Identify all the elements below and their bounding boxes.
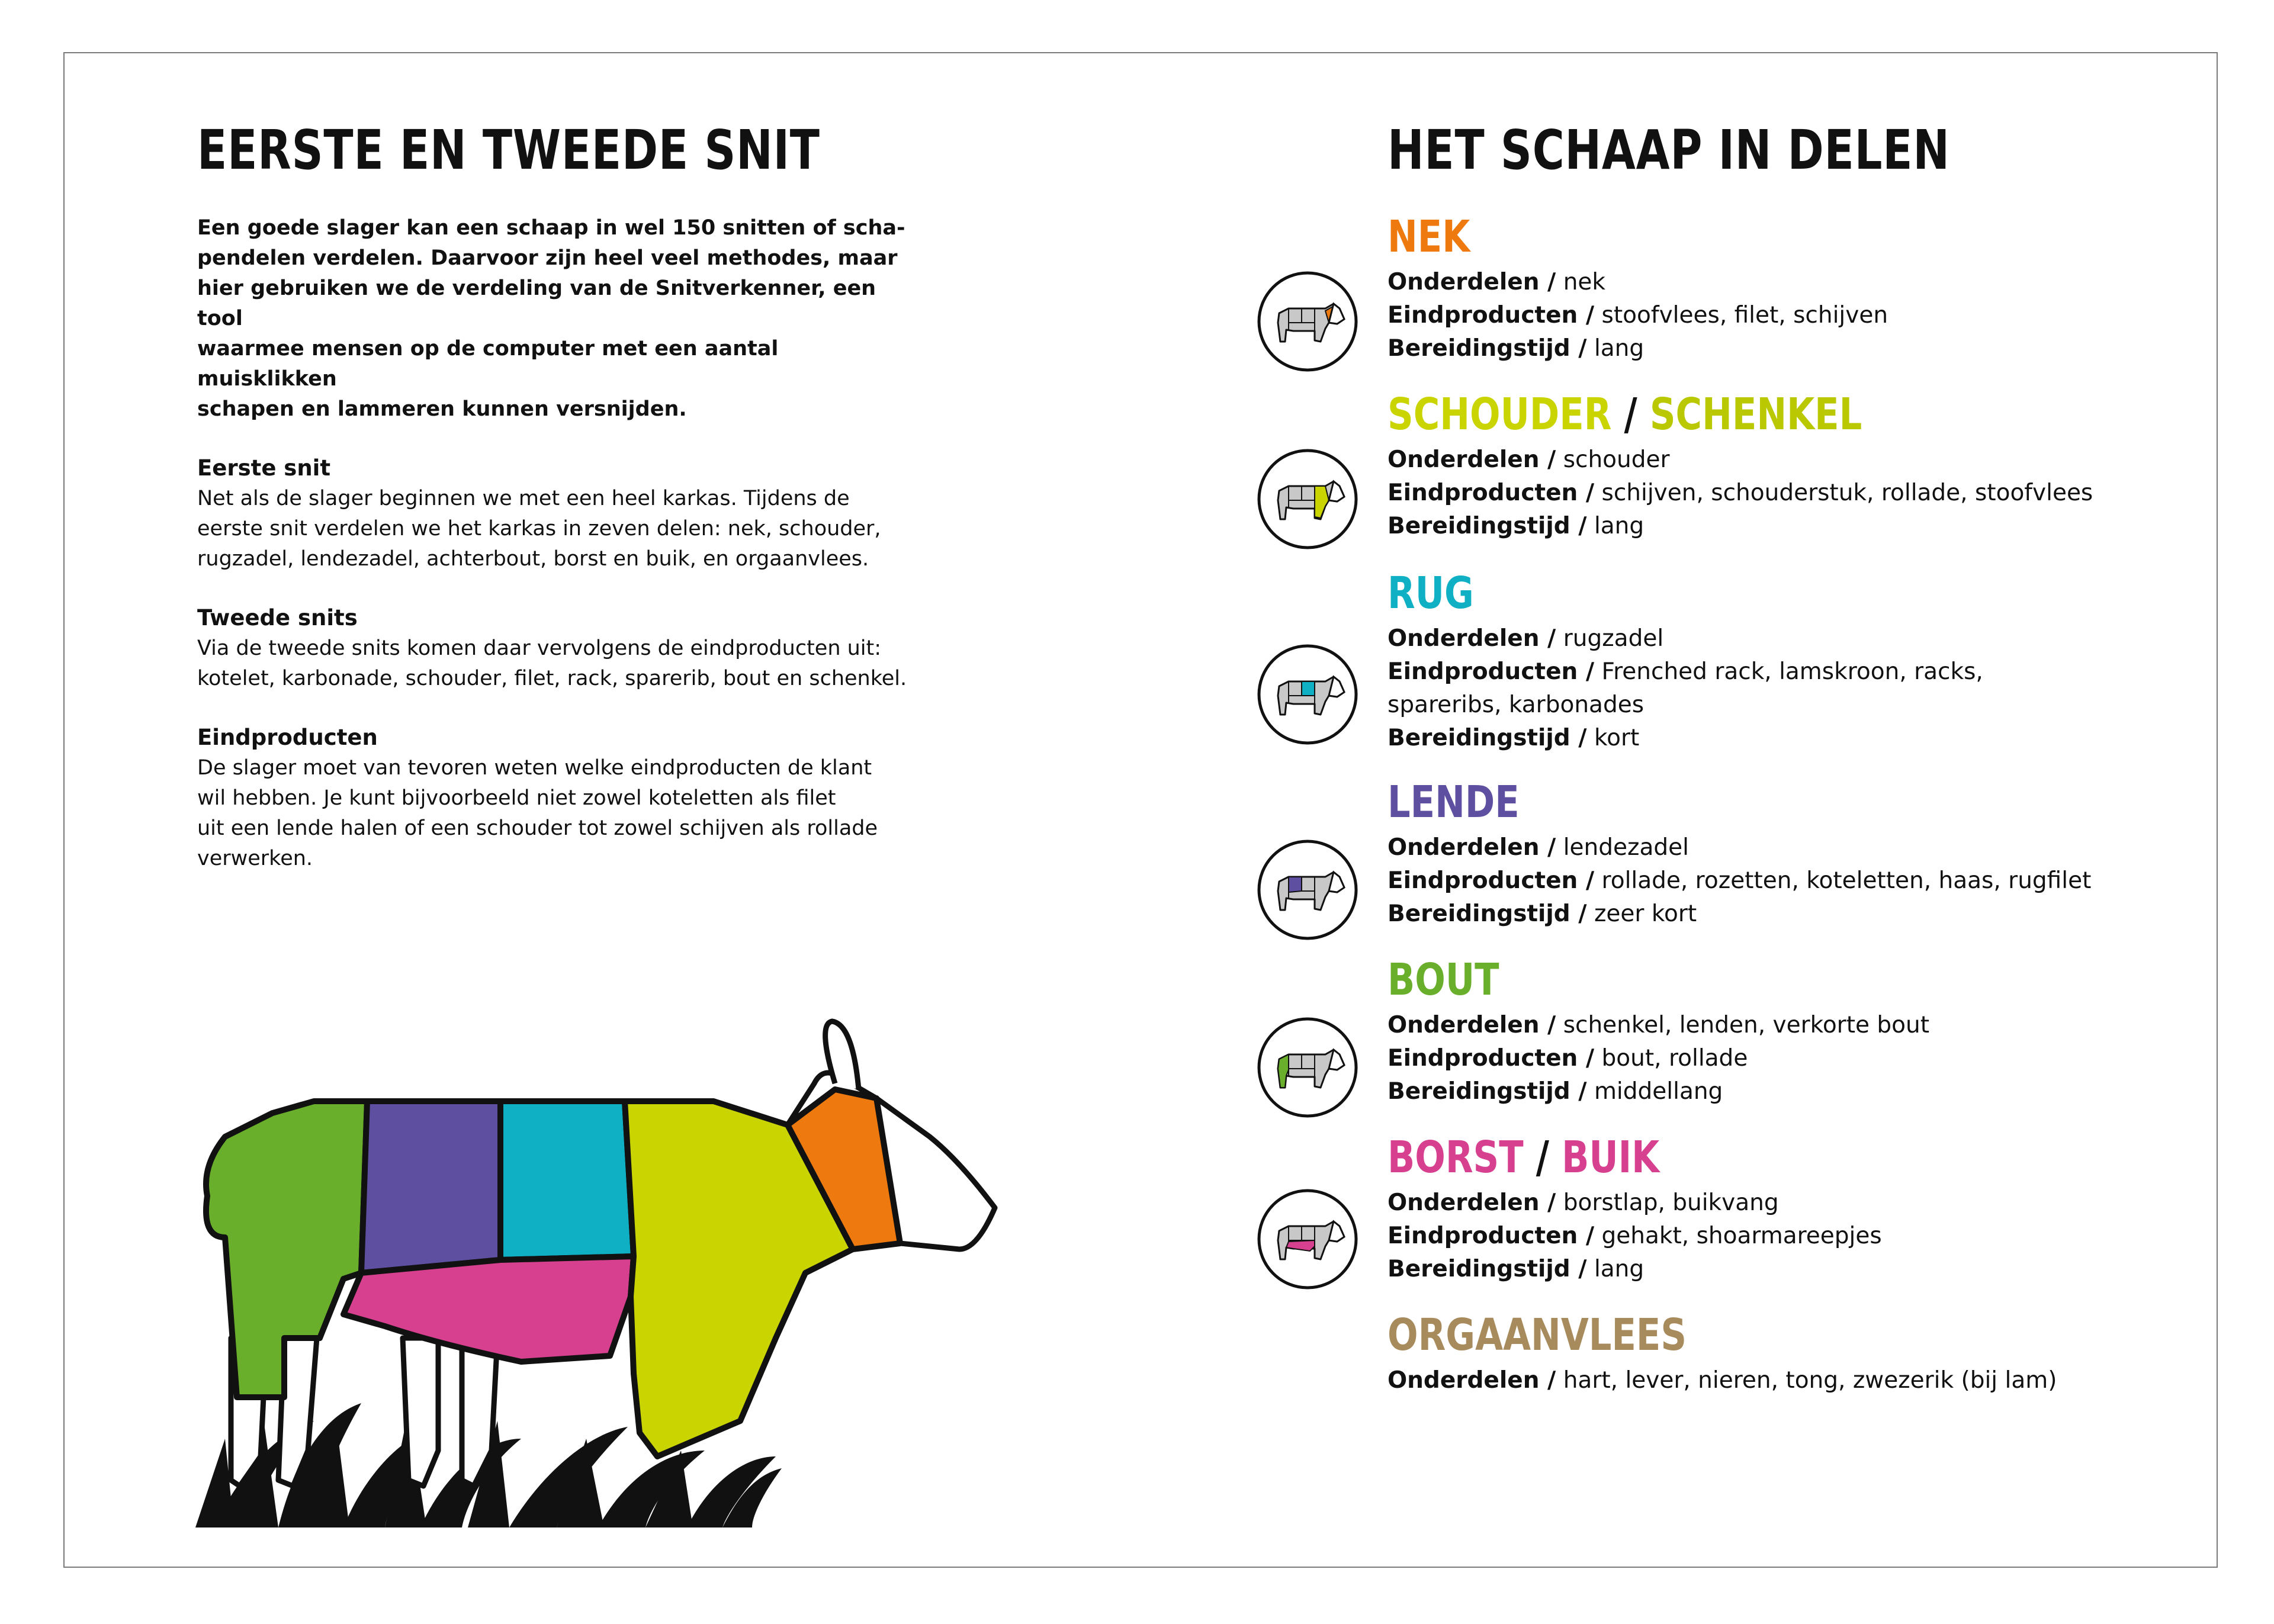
row-onderdelen bbox=[1387, 1009, 2217, 1042]
paragraph-line: Net als de slager beginnen we met een heel karkas. Tijdens de bbox=[197, 487, 850, 510]
section-title-text: RUG bbox=[1387, 568, 1474, 619]
section-title-text: SCHOUDER bbox=[1387, 389, 1612, 440]
row-bereidingstijd bbox=[1387, 1075, 2217, 1108]
paragraph-eerste-snit bbox=[197, 484, 920, 574]
label-eindproducten: Eindproducten / bbox=[1387, 1045, 1595, 1072]
intro-line: schapen en lammeren kunnen versnijden. bbox=[197, 397, 687, 421]
row-eindproducten bbox=[1387, 1220, 2217, 1253]
section-title bbox=[1387, 1131, 2067, 1184]
row-eindproducten bbox=[1387, 1042, 2217, 1075]
subheading-eindproducten: Eindproducten bbox=[197, 725, 378, 750]
left-text-column bbox=[197, 213, 920, 902]
row-onderdelen bbox=[1387, 622, 2217, 655]
cut-borst-buik bbox=[343, 1256, 634, 1362]
value-onderdelen: borstlap, buikvang bbox=[1563, 1189, 1779, 1216]
section-title bbox=[1387, 776, 2067, 829]
value-onderdelen: hart, lever, nieren, tong, zwezerik (bij lam) bbox=[1563, 1367, 2057, 1394]
left-page-title: EERSTE EN TWEEDE SNIT bbox=[197, 118, 820, 182]
label-bereidingstijd: Bereidingstijd / bbox=[1387, 513, 1587, 539]
label-onderdelen: Onderdelen / bbox=[1387, 446, 1556, 473]
sheep-cuts-illustration bbox=[190, 888, 1019, 1539]
intro-line: waarmee mensen op de computer met een aantal muisklikken bbox=[197, 337, 779, 391]
paragraph-eindproducten bbox=[197, 753, 920, 874]
subheading-tweede-snits: Tweede snits bbox=[197, 605, 358, 631]
label-onderdelen: Onderdelen / bbox=[1387, 1012, 1556, 1038]
section-title bbox=[1387, 567, 2067, 620]
row-bereidingstijd bbox=[1387, 722, 2217, 755]
section-schouder-schenkel bbox=[1387, 388, 2217, 543]
value-eindproducten: stoofvlees, filet, schijven bbox=[1601, 302, 1888, 329]
row-onderdelen bbox=[1387, 831, 2217, 864]
paragraph-line: kotelet, karbonade, schouder, filet, rack, sparerib, bout en schenkel. bbox=[197, 667, 907, 690]
cut-rug bbox=[500, 1101, 634, 1260]
value-onderdelen: lendezadel bbox=[1563, 834, 1689, 861]
section-title-text: BORST bbox=[1387, 1132, 1524, 1183]
value-eindproducten: schijven, schouderstuk, rollade, stoofvlees bbox=[1601, 480, 2093, 506]
value-onderdelen: nek bbox=[1563, 269, 1605, 295]
row-onderdelen bbox=[1387, 443, 2217, 477]
label-eindproducten: Eindproducten / bbox=[1387, 480, 1595, 506]
sheep-loin-icon bbox=[1255, 838, 1360, 942]
label-eindproducten: Eindproducten / bbox=[1387, 1223, 1595, 1249]
section-title-text: ORGAANVLEES bbox=[1387, 1310, 1687, 1361]
paragraph-line: verwerken. bbox=[197, 847, 313, 870]
intro-line: Een goede slager kan een schaap in wel 150 snitten of scha- bbox=[197, 216, 905, 240]
value-eindproducten-continued: spareribs, karbonades bbox=[1387, 692, 1645, 718]
sheep-belly-icon-graphic bbox=[1255, 1187, 1360, 1291]
paragraph-line: Via de tweede snits komen daar vervolgens de eindproducten uit: bbox=[197, 636, 882, 660]
sheep-neck-icon-graphic bbox=[1255, 269, 1360, 374]
label-eindproducten: Eindproducten / bbox=[1387, 302, 1595, 329]
value-onderdelen: rugzadel bbox=[1563, 625, 1664, 652]
section-orgaanvlees bbox=[1387, 1308, 2217, 1397]
sheep-loin-icon-graphic bbox=[1255, 838, 1360, 942]
paragraph-line: rugzadel, lendezadel, achterbout, borst en buik, en orgaanvlees. bbox=[197, 547, 869, 571]
intro-line: pendelen verdelen. Daarvoor zijn heel veel methodes, maar bbox=[197, 246, 898, 270]
value-eindproducten: Frenched rack, lamskroon, racks, bbox=[1601, 658, 1983, 685]
paragraph-line: uit een lende halen of een schouder tot zowel schijven als rollade bbox=[197, 816, 878, 840]
row-onderdelen bbox=[1387, 266, 2217, 299]
value-bereidingstijd: kort bbox=[1594, 725, 1640, 751]
sheep-leg-icon bbox=[1255, 1015, 1360, 1120]
row-eindproducten bbox=[1387, 655, 2217, 722]
sheep-back-icon-graphic bbox=[1255, 642, 1360, 747]
sheep-back-icon bbox=[1255, 642, 1360, 747]
value-eindproducten: rollade, rozetten, koteletten, haas, rugfilet bbox=[1601, 867, 2092, 894]
section-title-text-2: SCHENKEL bbox=[1649, 389, 1862, 440]
subheading-eerste-snit: Eerste snit bbox=[197, 455, 331, 481]
label-onderdelen: Onderdelen / bbox=[1387, 834, 1556, 861]
section-title bbox=[1387, 388, 2067, 441]
row-bereidingstijd bbox=[1387, 332, 2217, 365]
value-bereidingstijd: lang bbox=[1594, 513, 1645, 539]
paragraph-line: De slager moet van tevoren weten welke eindproducten de klant bbox=[197, 756, 872, 780]
section-title-text: NEK bbox=[1387, 211, 1470, 262]
section-title-text: LENDE bbox=[1387, 777, 1520, 828]
value-bereidingstijd: lang bbox=[1594, 1256, 1645, 1282]
section-borst-buik bbox=[1387, 1131, 2217, 1286]
value-eindproducten: bout, rollade bbox=[1601, 1045, 1748, 1072]
section-title bbox=[1387, 210, 2067, 263]
title-separator: / bbox=[1624, 389, 1637, 440]
section-rug bbox=[1387, 567, 2217, 755]
row-bereidingstijd bbox=[1387, 510, 2217, 543]
sheep-leg-icon-graphic bbox=[1255, 1015, 1360, 1120]
section-title-text: BOUT bbox=[1387, 954, 1499, 1005]
label-bereidingstijd: Bereidingstijd / bbox=[1387, 901, 1587, 927]
label-eindproducten: Eindproducten / bbox=[1387, 867, 1595, 894]
section-title bbox=[1387, 1308, 2067, 1362]
paragraph-tweede-snits bbox=[197, 633, 920, 694]
label-bereidingstijd: Bereidingstijd / bbox=[1387, 1256, 1587, 1282]
value-bereidingstijd: middellang bbox=[1594, 1078, 1723, 1105]
row-eindproducten bbox=[1387, 864, 2217, 898]
sheep-belly-icon bbox=[1255, 1187, 1360, 1291]
intro-paragraph bbox=[197, 213, 920, 425]
label-bereidingstijd: Bereidingstijd / bbox=[1387, 725, 1587, 751]
label-bereidingstijd: Bereidingstijd / bbox=[1387, 1078, 1587, 1105]
label-onderdelen: Onderdelen / bbox=[1387, 269, 1556, 295]
section-lende bbox=[1387, 776, 2217, 931]
sheep-neck-icon bbox=[1255, 269, 1360, 374]
cut-lende bbox=[361, 1101, 500, 1273]
row-onderdelen bbox=[1387, 1364, 2217, 1397]
section-bout bbox=[1387, 953, 2217, 1108]
section-title-text-2: BUIK bbox=[1562, 1132, 1660, 1183]
row-eindproducten bbox=[1387, 299, 2217, 332]
row-bereidingstijd bbox=[1387, 1253, 2217, 1286]
title-separator: / bbox=[1536, 1132, 1549, 1183]
label-eindproducten: Eindproducten / bbox=[1387, 658, 1595, 685]
value-onderdelen: schenkel, lenden, verkorte bout bbox=[1563, 1012, 1930, 1038]
paragraph-line: eerste snit verdelen we het karkas in zeven delen: nek, schouder, bbox=[197, 517, 881, 541]
value-onderdelen: schouder bbox=[1563, 446, 1670, 473]
label-onderdelen: Onderdelen / bbox=[1387, 625, 1556, 652]
section-title bbox=[1387, 953, 2067, 1006]
sheep-shoulder-icon-graphic bbox=[1255, 447, 1360, 551]
intro-line: hier gebruiken we de verdeling van de Snitverkenner, een tool bbox=[197, 276, 876, 330]
value-eindproducten: gehakt, shoarmareepjes bbox=[1601, 1223, 1882, 1249]
label-onderdelen: Onderdelen / bbox=[1387, 1189, 1556, 1216]
row-eindproducten bbox=[1387, 477, 2217, 510]
label-bereidingstijd: Bereidingstijd / bbox=[1387, 335, 1587, 362]
value-bereidingstijd: zeer kort bbox=[1594, 901, 1697, 927]
paragraph-line: wil hebben. Je kunt bijvoorbeeld niet zowel koteletten als filet bbox=[197, 786, 836, 810]
row-bereidingstijd bbox=[1387, 898, 2217, 931]
row-onderdelen bbox=[1387, 1186, 2217, 1220]
label-onderdelen: Onderdelen / bbox=[1387, 1367, 1556, 1394]
section-nek bbox=[1387, 210, 2217, 365]
sheep-shoulder-icon bbox=[1255, 447, 1360, 551]
right-page-title: HET SCHAAP IN DELEN bbox=[1387, 118, 1950, 182]
value-bereidingstijd: lang bbox=[1594, 335, 1645, 362]
